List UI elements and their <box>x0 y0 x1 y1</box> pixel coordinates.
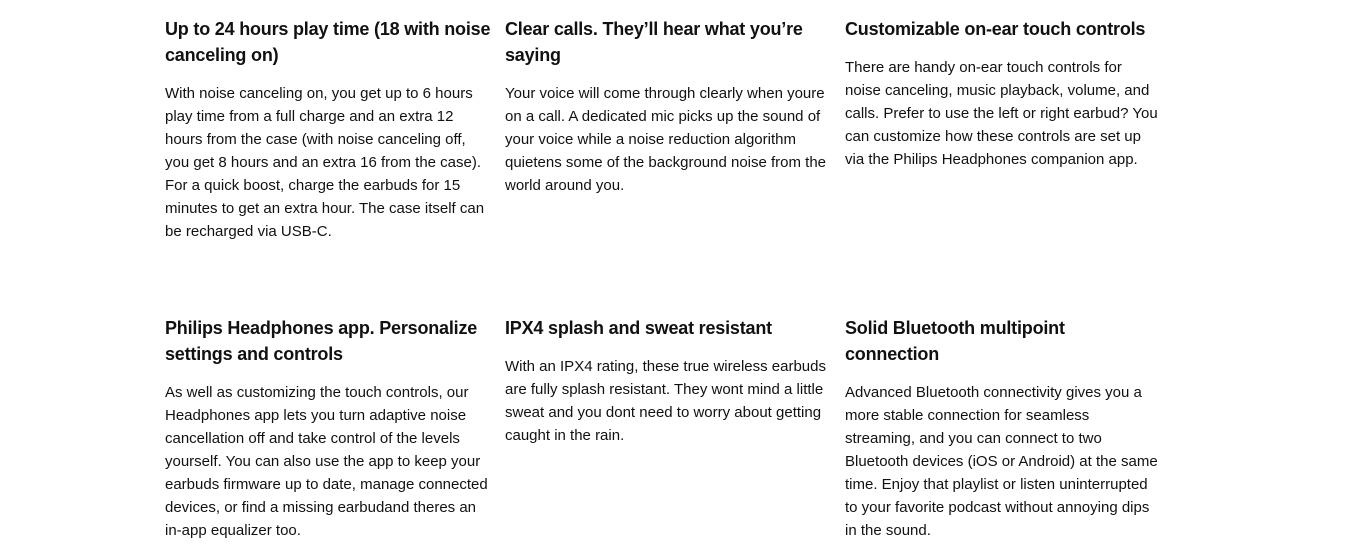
feature-title: Clear calls. They’ll hear what you’re saying <box>505 19 803 65</box>
feature-description: Advanced Bluetooth connectivity gives you a more stable connection for seamless streaming, and you can connect to two Bluetooth devices (iOS or Android) at the same time. Enjoy that playlist or listen uninterrupted to your favorite podcast without annoying dips in the sound. <box>845 384 1158 539</box>
feature-title: IPX4 splash and sweat resistant <box>505 318 772 338</box>
feature-description: As well as customizing the touch controls, our Headphones app lets you turn adaptive noise cancellation off and take control of the levels yourself. You can also use the app to keep your earbuds firmware up to date, manage connected devices, or find a missing earbudand theres an in-app equalizer too. <box>165 384 488 539</box>
feature-touch-controls <box>845 16 1175 315</box>
feature-splash-resistant <box>505 315 845 555</box>
feature-title: Up to 24 hours play time (18 with noise canceling on) <box>165 19 491 65</box>
feature-clear-calls <box>505 16 845 315</box>
feature-title: Philips Headphones app. Personalize settings and controls <box>165 318 478 364</box>
feature-description: With noise canceling on, you get up to 6 hours play time from a full charge and an extra 12 hours from the case (with noise canceling off, you get 8 hours and an extra 16 from the case). For a quick boost, charge the earbuds for 15 minutes to get an extra hour. The case itself can be recharged via USB-C. <box>165 85 485 240</box>
feature-title: Solid Bluetooth multipoint connection <box>845 318 1065 364</box>
feature-play-time <box>165 16 505 315</box>
feature-description: There are handy on-ear touch controls for noise canceling, music playback, volume, and calls. Prefer to use the left or right earbud? You can customize how these controls are set up via the Philips Headphones companion app. <box>845 59 1158 168</box>
feature-grid <box>165 16 1175 555</box>
feature-title: Customizable on-ear touch controls <box>845 19 1146 39</box>
feature-description: Your voice will come through clearly when youre on a call. A dedicated mic picks up the sound of your voice while a noise reduction algorithm quietens some of the background noise from the world around you. <box>505 85 827 194</box>
feature-headphones-app <box>165 315 505 555</box>
feature-bluetooth-multipoint <box>845 315 1175 555</box>
feature-description: With an IPX4 rating, these true wireless earbuds are fully splash resistant. They wont mind a little sweat and you dont need to worry about getting caught in the rain. <box>505 358 826 444</box>
